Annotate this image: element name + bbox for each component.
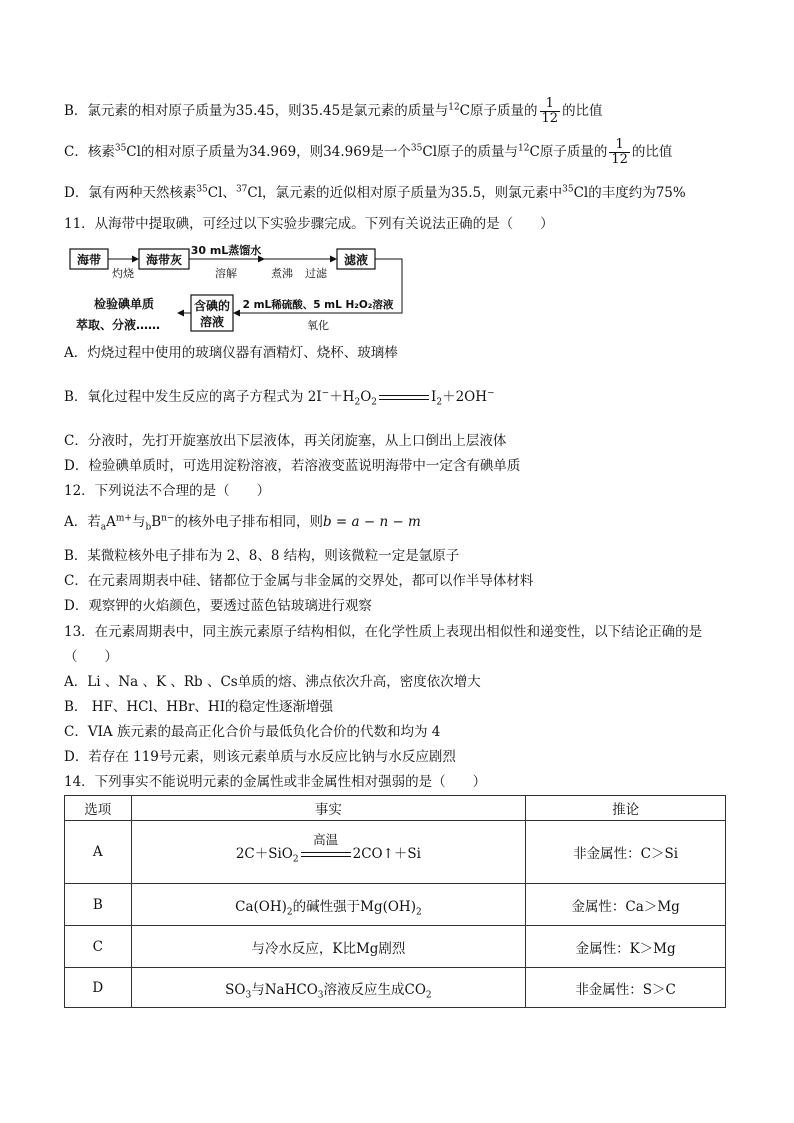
iodine-extraction-flow-diagram: [68, 243, 410, 335]
row-inference: 金属性：Ca＞Mg: [526, 884, 726, 926]
table-row: [65, 926, 726, 968]
q12-option-d: D．观察钾的火焰颜色，要透过蓝色钴玻璃进行观察: [64, 598, 372, 614]
row-inference: 金属性：K＞Mg: [526, 926, 726, 968]
q11-option-d: D．检验碘单质时，可选用淀粉溶液，若溶液变蓝说明海带中一定含有碘单质: [64, 458, 521, 474]
q13-option-c: C．VIA 族元素的最高正化合价与最低负化合价的代数和均为 4: [64, 724, 441, 740]
header-inference: 推论: [526, 796, 726, 821]
q12-option-a: A．若$_aA^{m+}$与$_bB^{n-}$的核外电子排布相同，则b = a − n − m: [64, 513, 421, 533]
q14-table: [64, 795, 726, 1008]
q13-option-d: D．若存在 119号元素，则该元素单质与水反应比钠与水反应剧烈: [64, 749, 456, 765]
box-kelp-label: 海带: [76, 253, 102, 267]
svg-text:溶解: 溶解: [215, 267, 237, 280]
svg-text:30 mL蒸馏水: 30 mL蒸馏水: [190, 244, 262, 257]
header-fact: 事实: [131, 796, 526, 821]
table-row: [65, 968, 726, 1008]
fraction-one-twelfth: $\frac{1}{12}$: [541, 96, 559, 126]
q13-stem-paren: （ ）: [64, 649, 118, 665]
row-option: A: [65, 821, 132, 884]
q11-option-a: A．灼烧过程中使用的玻璃仪器有酒精灯、烧杯、玻璃棒: [64, 345, 398, 361]
header-option: 选项: [65, 796, 132, 821]
row-fact: $SO_3$与NaHCO$_3$溶液反应生成$CO_2$: [131, 968, 526, 1008]
row-option: B: [65, 884, 132, 926]
svg-text:溶液: 溶液: [199, 315, 225, 329]
q10-option-d: D．氯有两种天然核素$^{35}$Cl、$^{37}$Cl，氯元素的近似相对原子质量为35.5，则氯元素中$^{35}$Cl的丰度约为75%: [64, 184, 686, 201]
table-row: [65, 884, 726, 926]
svg-text:萃取、分液……: 萃取、分液……: [75, 318, 161, 332]
row-option: C: [65, 926, 132, 968]
equals-arrow: [301, 849, 351, 861]
q12-stem: 12．下列说法不合理的是（ ）: [64, 483, 271, 499]
svg-text:灼烧: 灼烧: [112, 267, 134, 280]
row-fact: 2C＋SiO$_2$ 高温 2CO↑＋Si: [131, 821, 526, 884]
svg-text:2 mL稀硫酸、5 mL H₂O₂溶液: 2 mL稀硫酸、5 mL H₂O₂溶液: [242, 299, 394, 311]
q11-option-b: B．氧化过程中发生反应的离子方程式为 $2I^-+H_2O_2$ $I_2+2OH^-$: [64, 388, 495, 408]
q12-option-c: C．在元素周期表中硅、锗都位于金属与非金属的交界处，都可以作半导体材料: [64, 573, 534, 589]
row-option: D: [65, 968, 132, 1008]
fraction-one-twelfth: $\frac{1}{12}$: [611, 137, 628, 167]
q10-option-c: C．核素$^{35}$Cl的相对原子质量为34.969，则34.969是一个$^{35}$Cl原子的质量与$^{12}$C原子质量的 $\frac{1}{12}$ 的比值: [64, 137, 673, 167]
q11-stem: 11．从海带中提取碘，可经过以下实验步骤完成。下列有关说法正确的是（ ）: [64, 216, 554, 232]
svg-text:含碘的: 含碘的: [193, 299, 231, 313]
q10-option-b: B．氯元素的相对原子质量为35.45，则35.45是氯元素的质量与$^{12}$C原子质量的 $\frac{1}{12}$ 的比值: [64, 96, 603, 126]
svg-text:过滤: 过滤: [305, 267, 327, 280]
q14-stem: 14．下列事实不能说明元素的金属性或非金属性相对强弱的是（ ）: [64, 774, 487, 790]
q13-stem: 13．在元素周期表中，同主族元素原子结构相似，在化学性质上表现出相似性和递变性，以下结论正确的是: [64, 624, 703, 640]
q13-option-b: B． HF、HCl、HBr、HI的稳定性逐渐增强: [64, 699, 334, 715]
equals-arrow: [379, 392, 429, 404]
q13-option-a: A．Li 、Na 、K 、Rb 、Cs单质的熔、沸点依次升高，密度依次增大: [64, 674, 481, 690]
row-inference: 非金属性：S＞C: [526, 968, 726, 1008]
svg-text:氧化: 氧化: [307, 319, 329, 332]
row-fact: $Ca(OH)_2$的碱性强于$Mg(OH)_2$: [131, 884, 526, 926]
svg-text:检验碘单质: 检验碘单质: [93, 297, 155, 311]
table-row: [65, 821, 726, 884]
box-kelp-ash-label: 海带灰: [145, 253, 183, 267]
row-inference: 非金属性：C＞Si: [526, 821, 726, 884]
row-fact: 与冷水反应，K比Mg剧烈: [131, 926, 526, 968]
box-filtrate-label: 滤液: [343, 253, 369, 267]
table-header-row: [65, 796, 726, 821]
q12-option-b: B．某微粒核外电子排布为 2、8、8 结构，则该微粒一定是氩原子: [64, 548, 460, 564]
svg-text:煮沸: 煮沸: [271, 267, 293, 280]
q11-option-c: C．分液时，先打开旋塞放出下层液体，再关闭旋塞，从上口倒出上层液体: [64, 433, 507, 449]
